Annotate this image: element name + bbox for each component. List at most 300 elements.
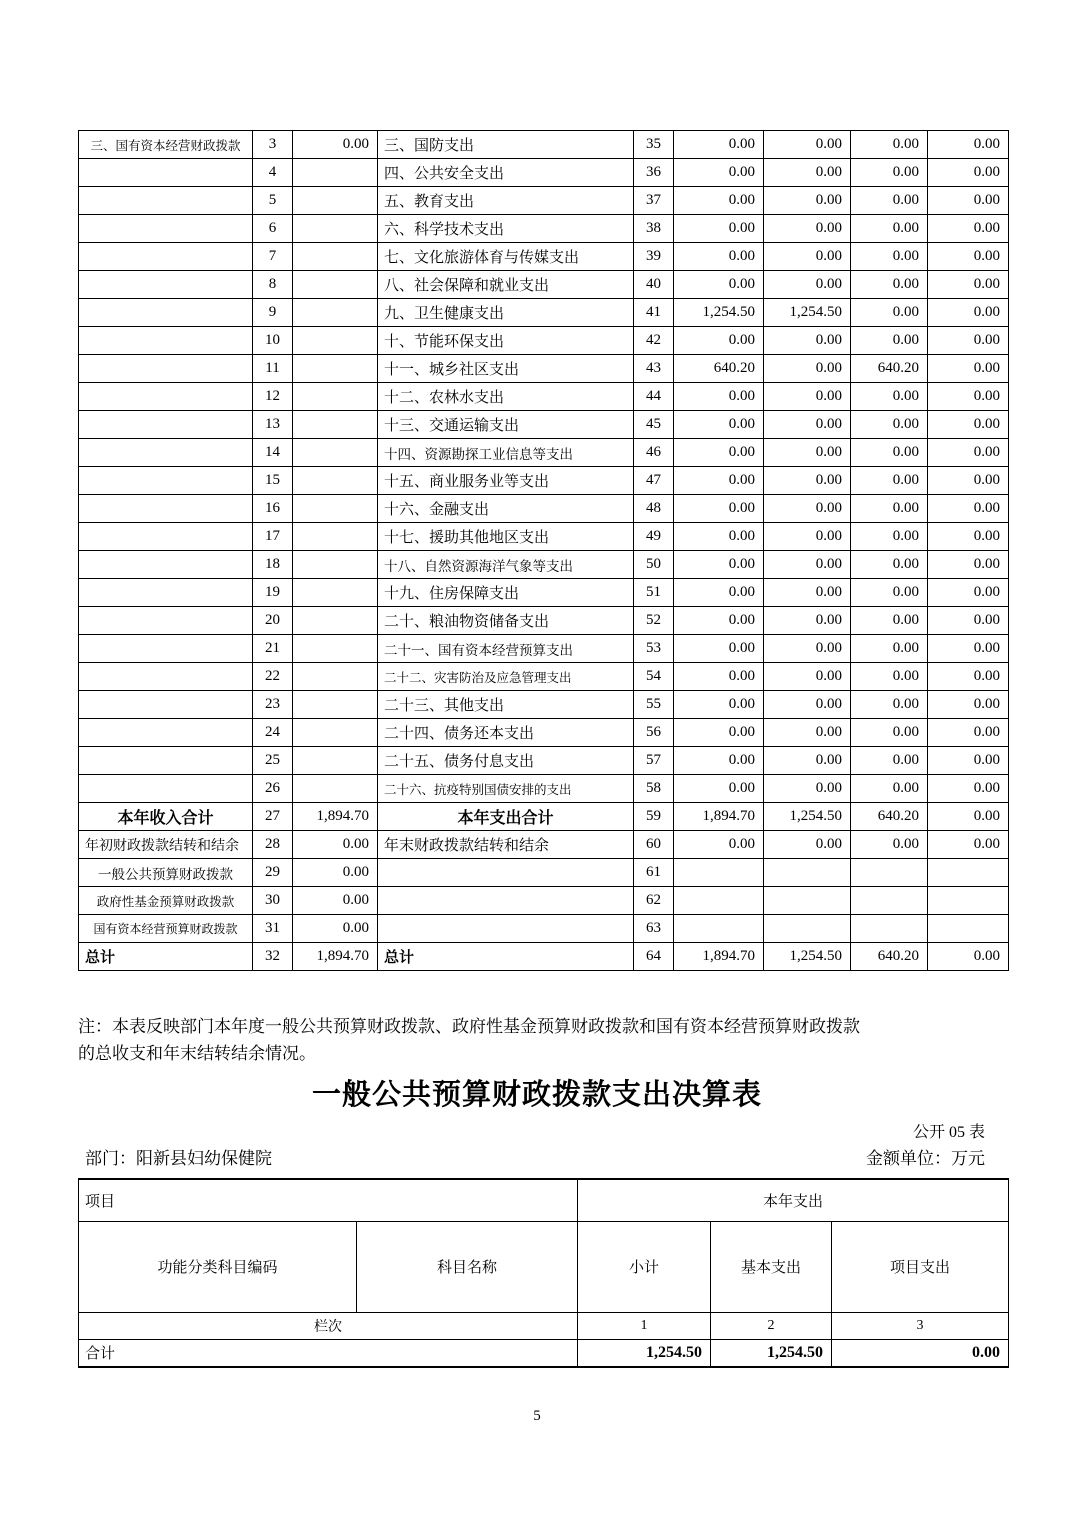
t1-right-item-label: 总计 <box>378 943 634 971</box>
t1-right-amount-col4: 0.00 <box>928 355 1009 383</box>
t1-left-item-label <box>79 495 253 523</box>
t1-right-amount-col4: 0.00 <box>928 271 1009 299</box>
table-note <box>78 1013 1008 1067</box>
t1-left-line-number: 7 <box>253 243 293 271</box>
t1-right-amount-col3: 0.00 <box>851 635 928 663</box>
table1-row <box>79 915 1009 943</box>
section-title: 一般公共预算财政拨款支出决算表 <box>311 1079 762 1111</box>
t1-right-amount-col1: 0.00 <box>674 551 764 579</box>
t1-right-amount-col2: 0.00 <box>764 831 851 859</box>
t1-left-line-number: 13 <box>253 411 293 439</box>
t1-right-amount-col3: 0.00 <box>851 523 928 551</box>
t1-right-amount-col3: 0.00 <box>851 691 928 719</box>
t1-left-item-label <box>79 411 253 439</box>
t1-right-line-number: 46 <box>634 439 674 467</box>
t2-lanci-label: 栏次 <box>79 1312 578 1339</box>
t1-left-amount <box>293 747 378 775</box>
t1-right-item-label: 年末财政拨款结转和结余 <box>378 831 634 859</box>
t1-right-amount-col4: 0.00 <box>928 803 1009 831</box>
t1-right-amount-col3: 0.00 <box>851 467 928 495</box>
t1-right-amount-col2: 0.00 <box>764 775 851 803</box>
t1-right-amount-col1: 0.00 <box>674 495 764 523</box>
t1-right-amount-col4: 0.00 <box>928 831 1009 859</box>
t1-left-item-label: 总计 <box>79 943 253 971</box>
t1-left-line-number: 4 <box>253 159 293 187</box>
t1-right-amount-col2: 0.00 <box>764 355 851 383</box>
t1-right-amount-col3: 0.00 <box>851 411 928 439</box>
t1-left-amount: 0.00 <box>293 915 378 943</box>
t1-right-line-number: 63 <box>634 915 674 943</box>
t1-right-item-label <box>378 859 634 887</box>
t1-left-amount <box>293 411 378 439</box>
t1-left-item-label <box>79 523 253 551</box>
table1-row <box>79 831 1009 859</box>
t1-right-line-number: 51 <box>634 579 674 607</box>
t1-left-item-label <box>79 187 253 215</box>
t1-left-line-number: 8 <box>253 271 293 299</box>
t1-left-line-number: 31 <box>253 915 293 943</box>
t1-left-item-label <box>79 691 253 719</box>
t1-left-item-label <box>79 775 253 803</box>
table1-row <box>79 551 1009 579</box>
t1-right-amount-col2: 0.00 <box>764 607 851 635</box>
t1-right-amount-col2: 0.00 <box>764 327 851 355</box>
t1-left-item-label <box>79 215 253 243</box>
t1-left-amount <box>293 327 378 355</box>
t1-right-item-label: 二十、粮油物资储备支出 <box>378 607 634 635</box>
t1-right-line-number: 41 <box>634 299 674 327</box>
t1-right-amount-col2: 0.00 <box>764 187 851 215</box>
t1-right-amount-col4: 0.00 <box>928 747 1009 775</box>
t1-right-amount-col3: 0.00 <box>851 579 928 607</box>
t1-left-amount <box>293 383 378 411</box>
t1-left-item-label <box>79 439 253 467</box>
table1-row <box>79 523 1009 551</box>
t1-left-line-number: 3 <box>253 131 293 159</box>
t1-right-amount-col1: 0.00 <box>674 747 764 775</box>
t1-left-item-label: 政府性基金预算财政拨款 <box>79 887 253 915</box>
t1-right-amount-col2: 0.00 <box>764 131 851 159</box>
t1-right-amount-col1 <box>674 915 764 943</box>
note-line-1: 注：本表反映部门本年度一般公共预算财政拨款、政府性基金预算财政拨款和国有资本经营预算财政拨款 <box>78 1017 860 1036</box>
table1-row <box>79 271 1009 299</box>
t1-right-item-label: 二十四、债务还本支出 <box>378 719 634 747</box>
t1-right-line-number: 64 <box>634 943 674 971</box>
t1-right-amount-col2: 0.00 <box>764 691 851 719</box>
t1-right-item-label: 二十一、国有资本经营预算支出 <box>378 635 634 663</box>
t1-right-amount-col1: 0.00 <box>674 131 764 159</box>
t1-left-item-label <box>79 551 253 579</box>
table1-row <box>79 243 1009 271</box>
table1-row <box>79 887 1009 915</box>
department-line <box>78 1144 1008 1169</box>
t1-right-item-label: 十八、自然资源海洋气象等支出 <box>378 551 634 579</box>
t1-left-amount <box>293 691 378 719</box>
t1-right-amount-col3 <box>851 859 928 887</box>
t1-right-amount-col4: 0.00 <box>928 635 1009 663</box>
t1-right-amount-col4: 0.00 <box>928 719 1009 747</box>
t1-right-line-number: 40 <box>634 271 674 299</box>
t2-col-basic: 基本支出 <box>711 1221 832 1312</box>
t1-left-line-number: 32 <box>253 943 293 971</box>
table1-row <box>79 691 1009 719</box>
t1-right-amount-col1: 0.00 <box>674 243 764 271</box>
t1-left-amount <box>293 271 378 299</box>
table1-row <box>79 131 1009 159</box>
t1-left-amount: 0.00 <box>293 831 378 859</box>
t2-total-row <box>79 1339 1009 1367</box>
t1-right-line-number: 48 <box>634 495 674 523</box>
table1-row <box>79 943 1009 971</box>
expenditure-detail-table <box>78 1178 1009 1368</box>
t1-right-amount-col1: 0.00 <box>674 719 764 747</box>
t1-right-item-label: 十一、城乡社区支出 <box>378 355 634 383</box>
t1-right-amount-col2: 0.00 <box>764 271 851 299</box>
t1-left-line-number: 5 <box>253 187 293 215</box>
t1-left-line-number: 16 <box>253 495 293 523</box>
t1-right-item-label: 十四、资源勘探工业信息等支出 <box>378 439 634 467</box>
t1-left-line-number: 14 <box>253 439 293 467</box>
t1-right-line-number: 57 <box>634 747 674 775</box>
t1-left-item-label: 三、国有资本经营财政拨款 <box>79 131 253 159</box>
t1-right-item-label: 二十二、灾害防治及应急管理支出 <box>378 663 634 691</box>
t1-left-item-label <box>79 663 253 691</box>
form-number: 公开 05 表 <box>912 1124 985 1141</box>
budget-summary-table <box>78 130 1009 971</box>
t1-right-line-number: 49 <box>634 523 674 551</box>
t1-left-line-number: 9 <box>253 299 293 327</box>
t1-right-line-number: 47 <box>634 467 674 495</box>
table1-row <box>79 299 1009 327</box>
t1-left-amount <box>293 523 378 551</box>
t1-right-amount-col3 <box>851 915 928 943</box>
t1-right-amount-col2: 0.00 <box>764 495 851 523</box>
t1-right-amount-col1: 0.00 <box>674 383 764 411</box>
t1-right-amount-col3: 0.00 <box>851 383 928 411</box>
t1-right-amount-col1: 1,894.70 <box>674 943 764 971</box>
t1-right-amount-col4: 0.00 <box>928 411 1009 439</box>
t1-right-line-number: 44 <box>634 383 674 411</box>
t2-lanci-1: 1 <box>578 1312 711 1339</box>
t2-header-item: 项目 <box>79 1179 578 1221</box>
table1-row <box>79 803 1009 831</box>
t1-right-item-label: 十三、交通运输支出 <box>378 411 634 439</box>
t1-right-amount-col4: 0.00 <box>928 467 1009 495</box>
t1-right-amount-col1: 0.00 <box>674 831 764 859</box>
t1-right-item-label: 七、文化旅游体育与传媒支出 <box>378 243 634 271</box>
table1-row <box>79 187 1009 215</box>
t1-right-line-number: 42 <box>634 327 674 355</box>
table1-row <box>79 215 1009 243</box>
t1-left-amount <box>293 663 378 691</box>
t1-right-amount-col4: 0.00 <box>928 943 1009 971</box>
t1-left-line-number: 17 <box>253 523 293 551</box>
t1-right-line-number: 53 <box>634 635 674 663</box>
t1-left-line-number: 25 <box>253 747 293 775</box>
t1-left-item-label <box>79 383 253 411</box>
t1-left-item-label <box>79 467 253 495</box>
t1-left-item-label <box>79 579 253 607</box>
t1-left-line-number: 29 <box>253 859 293 887</box>
t1-left-item-label <box>79 355 253 383</box>
t2-col-name: 科目名称 <box>357 1221 578 1312</box>
t1-left-line-number: 22 <box>253 663 293 691</box>
table1-row <box>79 635 1009 663</box>
t1-right-item-label: 十六、金融支出 <box>378 495 634 523</box>
t1-right-amount-col1: 640.20 <box>674 355 764 383</box>
table1-row <box>79 663 1009 691</box>
t2-col-project: 项目支出 <box>832 1221 1009 1312</box>
t1-left-line-number: 28 <box>253 831 293 859</box>
department-name: 部门：阳新县妇幼保健院 <box>85 1149 272 1168</box>
table1-row <box>79 327 1009 355</box>
t1-left-line-number: 19 <box>253 579 293 607</box>
t2-col-subtotal: 小计 <box>578 1221 711 1312</box>
t1-left-amount <box>293 775 378 803</box>
t1-right-amount-col2: 0.00 <box>764 635 851 663</box>
t1-right-amount-col3: 0.00 <box>851 747 928 775</box>
t1-right-amount-col4: 0.00 <box>928 187 1009 215</box>
t1-left-line-number: 24 <box>253 719 293 747</box>
t1-right-item-label: 十、节能环保支出 <box>378 327 634 355</box>
t2-total-subtotal: 1,254.50 <box>578 1339 711 1367</box>
t1-left-item-label <box>79 719 253 747</box>
t1-right-amount-col2: 0.00 <box>764 467 851 495</box>
t1-left-item-label: 本年收入合计 <box>79 803 253 831</box>
table1-row <box>79 355 1009 383</box>
t1-left-item-label: 年初财政拨款结转和结余 <box>79 831 253 859</box>
t1-right-amount-col3: 640.20 <box>851 803 928 831</box>
t1-left-item-label: 国有资本经营预算财政拨款 <box>79 915 253 943</box>
t1-left-amount <box>293 607 378 635</box>
t1-left-item-label: 一般公共预算财政拨款 <box>79 859 253 887</box>
t1-right-amount-col4: 0.00 <box>928 495 1009 523</box>
t1-right-line-number: 35 <box>634 131 674 159</box>
t1-right-amount-col2: 0.00 <box>764 579 851 607</box>
t1-right-amount-col3: 0.00 <box>851 299 928 327</box>
t1-left-amount: 0.00 <box>293 859 378 887</box>
t1-right-amount-col2: 0.00 <box>764 215 851 243</box>
t1-right-item-label: 六、科学技术支出 <box>378 215 634 243</box>
t1-right-amount-col2: 0.00 <box>764 411 851 439</box>
t1-right-amount-col1 <box>674 859 764 887</box>
t1-right-amount-col1: 0.00 <box>674 411 764 439</box>
t1-right-amount-col1: 0.00 <box>674 159 764 187</box>
t1-left-amount <box>293 579 378 607</box>
t1-right-item-label: 二十五、债务付息支出 <box>378 747 634 775</box>
t1-right-amount-col1: 1,894.70 <box>674 803 764 831</box>
table1-row <box>79 579 1009 607</box>
amount-unit: 金额单位：万元 <box>866 1149 985 1168</box>
t1-left-line-number: 18 <box>253 551 293 579</box>
t1-right-line-number: 55 <box>634 691 674 719</box>
t1-right-amount-col1: 0.00 <box>674 271 764 299</box>
t1-left-line-number: 27 <box>253 803 293 831</box>
t1-right-line-number: 52 <box>634 607 674 635</box>
t1-left-amount <box>293 467 378 495</box>
t1-right-amount-col4: 0.00 <box>928 215 1009 243</box>
table1-row <box>79 159 1009 187</box>
t1-right-amount-col1: 0.00 <box>674 579 764 607</box>
t1-left-amount: 0.00 <box>293 887 378 915</box>
t2-lanci-2: 2 <box>711 1312 832 1339</box>
t1-right-item-label: 四、公共安全支出 <box>378 159 634 187</box>
table1-row <box>79 747 1009 775</box>
t1-right-amount-col4: 0.00 <box>928 243 1009 271</box>
t1-right-amount-col4: 0.00 <box>928 299 1009 327</box>
t2-total-label: 合计 <box>79 1339 578 1367</box>
t1-right-item-label <box>378 887 634 915</box>
t1-right-line-number: 37 <box>634 187 674 215</box>
t1-left-line-number: 11 <box>253 355 293 383</box>
t1-right-amount-col3 <box>851 887 928 915</box>
table1-row <box>79 859 1009 887</box>
table1-row <box>79 383 1009 411</box>
t1-left-amount: 1,894.70 <box>293 803 378 831</box>
t1-left-amount <box>293 355 378 383</box>
t1-right-amount-col2 <box>764 915 851 943</box>
table1-row <box>79 775 1009 803</box>
t1-left-line-number: 20 <box>253 607 293 635</box>
t1-right-amount-col1 <box>674 887 764 915</box>
t1-left-amount <box>293 439 378 467</box>
t1-right-amount-col4: 0.00 <box>928 663 1009 691</box>
t1-left-amount: 1,894.70 <box>293 943 378 971</box>
table1-row <box>79 607 1009 635</box>
t1-right-line-number: 59 <box>634 803 674 831</box>
t1-right-amount-col1: 0.00 <box>674 691 764 719</box>
t1-right-line-number: 54 <box>634 663 674 691</box>
t1-right-amount-col1: 0.00 <box>674 523 764 551</box>
t2-header-expense: 本年支出 <box>578 1179 1009 1221</box>
t1-right-amount-col4: 0.00 <box>928 383 1009 411</box>
t1-right-amount-col3: 0.00 <box>851 327 928 355</box>
t1-right-amount-col4: 0.00 <box>928 523 1009 551</box>
t1-right-line-number: 36 <box>634 159 674 187</box>
t1-right-item-label: 三、国防支出 <box>378 131 634 159</box>
t1-right-line-number: 61 <box>634 859 674 887</box>
t1-right-item-label: 二十三、其他支出 <box>378 691 634 719</box>
t1-right-amount-col2: 1,254.50 <box>764 943 851 971</box>
t2-col-code: 功能分类科目编码 <box>79 1221 357 1312</box>
t1-left-item-label <box>79 159 253 187</box>
t1-left-line-number: 10 <box>253 327 293 355</box>
t1-right-amount-col3: 0.00 <box>851 551 928 579</box>
t1-right-amount-col1: 0.00 <box>674 439 764 467</box>
t1-right-amount-col4 <box>928 859 1009 887</box>
t1-left-item-label <box>79 271 253 299</box>
t1-right-amount-col1: 0.00 <box>674 327 764 355</box>
table1-row <box>79 411 1009 439</box>
t1-right-amount-col2: 1,254.50 <box>764 803 851 831</box>
t1-left-amount <box>293 187 378 215</box>
note-line-2: 的总收支和年末结转结余情况。 <box>78 1044 316 1063</box>
t1-left-item-label <box>79 747 253 775</box>
t1-right-amount-col3: 0.00 <box>851 607 928 635</box>
t1-right-line-number: 50 <box>634 551 674 579</box>
t2-lanci-3: 3 <box>832 1312 1009 1339</box>
t1-right-item-label: 十五、商业服务业等支出 <box>378 467 634 495</box>
table1-row <box>79 467 1009 495</box>
t1-left-amount <box>293 551 378 579</box>
t1-right-amount-col1: 1,254.50 <box>674 299 764 327</box>
t1-right-amount-col2: 0.00 <box>764 383 851 411</box>
t2-header-row-2 <box>79 1221 1009 1312</box>
t1-right-item-label: 十九、住房保障支出 <box>378 579 634 607</box>
t1-right-amount-col3: 0.00 <box>851 495 928 523</box>
t1-left-amount <box>293 495 378 523</box>
t1-right-item-label: 二十六、抗疫特别国债安排的支出 <box>378 775 634 803</box>
t1-right-line-number: 58 <box>634 775 674 803</box>
t1-left-line-number: 30 <box>253 887 293 915</box>
t1-right-amount-col4: 0.00 <box>928 607 1009 635</box>
t1-right-line-number: 62 <box>634 887 674 915</box>
t1-right-amount-col4: 0.00 <box>928 327 1009 355</box>
t1-right-amount-col2: 0.00 <box>764 523 851 551</box>
t1-right-amount-col2 <box>764 859 851 887</box>
t1-left-line-number: 6 <box>253 215 293 243</box>
page-number: 5 <box>533 1408 541 1424</box>
t1-right-amount-col4 <box>928 887 1009 915</box>
t1-left-amount <box>293 243 378 271</box>
table1-row <box>79 439 1009 467</box>
t1-right-amount-col3: 0.00 <box>851 131 928 159</box>
t1-right-amount-col1: 0.00 <box>674 635 764 663</box>
t1-left-amount: 0.00 <box>293 131 378 159</box>
t1-left-line-number: 12 <box>253 383 293 411</box>
t1-right-amount-col1: 0.00 <box>674 187 764 215</box>
t1-left-item-label <box>79 635 253 663</box>
t1-left-line-number: 26 <box>253 775 293 803</box>
t1-right-item-label: 八、社会保障和就业支出 <box>378 271 634 299</box>
t1-right-amount-col4: 0.00 <box>928 131 1009 159</box>
table1-row <box>79 719 1009 747</box>
t1-left-item-label <box>79 327 253 355</box>
t1-right-amount-col2: 0.00 <box>764 551 851 579</box>
t1-right-amount-col1: 0.00 <box>674 775 764 803</box>
t1-right-line-number: 56 <box>634 719 674 747</box>
t1-right-line-number: 60 <box>634 831 674 859</box>
t2-column-index-row <box>79 1312 1009 1339</box>
t1-right-amount-col2: 0.00 <box>764 439 851 467</box>
t1-right-line-number: 43 <box>634 355 674 383</box>
t1-right-amount-col1: 0.00 <box>674 215 764 243</box>
t1-left-amount <box>293 719 378 747</box>
t1-right-amount-col2: 0.00 <box>764 719 851 747</box>
t1-right-amount-col2: 0.00 <box>764 243 851 271</box>
t1-right-amount-col3: 0.00 <box>851 215 928 243</box>
t1-right-item-label: 十二、农林水支出 <box>378 383 634 411</box>
t1-left-amount <box>293 215 378 243</box>
t1-right-amount-col3: 0.00 <box>851 775 928 803</box>
t1-right-item-label <box>378 915 634 943</box>
t1-right-amount-col3: 0.00 <box>851 159 928 187</box>
t1-right-amount-col1: 0.00 <box>674 607 764 635</box>
t1-right-line-number: 39 <box>634 243 674 271</box>
t1-right-item-label: 五、教育支出 <box>378 187 634 215</box>
t1-right-amount-col3: 0.00 <box>851 271 928 299</box>
t1-right-amount-col3: 0.00 <box>851 719 928 747</box>
t1-right-amount-col4: 0.00 <box>928 439 1009 467</box>
t1-right-amount-col3: 0.00 <box>851 243 928 271</box>
t1-right-amount-col2: 0.00 <box>764 159 851 187</box>
t1-right-amount-col2: 0.00 <box>764 663 851 691</box>
t2-total-project: 0.00 <box>832 1339 1009 1367</box>
t1-right-amount-col4: 0.00 <box>928 579 1009 607</box>
t1-right-item-label: 十七、援助其他地区支出 <box>378 523 634 551</box>
t1-right-item-label: 九、卫生健康支出 <box>378 299 634 327</box>
table1-row <box>79 495 1009 523</box>
